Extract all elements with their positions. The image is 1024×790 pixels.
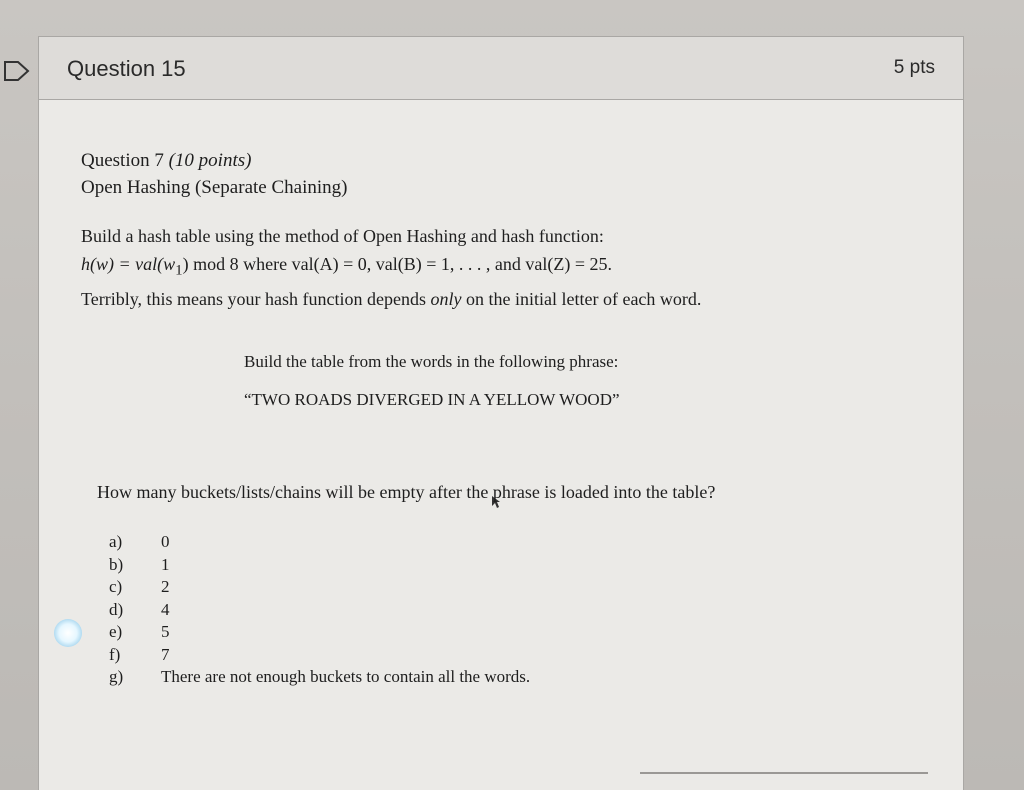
description-line-2: [81, 254, 612, 279]
option-letter: g): [109, 667, 124, 687]
phrase-block: [244, 343, 620, 419]
option-text: 2: [161, 577, 170, 597]
description-line-3-end: on the initial letter of each word.: [461, 288, 702, 309]
phrase-intro: Build the table from the words in the following phrase:: [244, 352, 619, 371]
option-letter: c): [109, 577, 123, 597]
hash-function-subscript: 1: [175, 262, 183, 279]
collapse-arrow-icon[interactable]: [2, 58, 32, 84]
question-card: [38, 36, 964, 790]
question-subtitle: [81, 147, 347, 201]
option-letter: f): [109, 644, 121, 664]
question-title: Question 15: [67, 56, 186, 81]
option-letter: e): [109, 622, 123, 642]
bottom-divider: [640, 772, 928, 774]
subtitle-topic: Open Hashing (Separate Chaining): [81, 177, 348, 198]
option-letter: a): [109, 532, 123, 552]
option-e[interactable]: [109, 621, 530, 644]
option-letter: b): [109, 554, 124, 574]
subtitle-points: (10 points): [168, 150, 252, 171]
option-a[interactable]: [109, 531, 530, 554]
hash-function-lhs: h(w) = val(w: [81, 254, 176, 274]
hash-function-rhs: ) mod 8 where val(A) = 0, val(B) = 1, . . . , and val(Z) = 25.: [182, 254, 612, 274]
option-text: 5: [161, 622, 170, 642]
option-text: 0: [161, 532, 170, 552]
answer-options: [109, 531, 530, 689]
question-prompt: How many buckets/lists/chains will be empty after the phrase is loaded into the table?: [97, 482, 716, 502]
option-text: 7: [161, 644, 170, 664]
option-d[interactable]: [109, 599, 530, 622]
question-points: 5 pts: [893, 57, 935, 78]
option-text: 1: [161, 554, 170, 574]
emphasis-only: only: [430, 288, 462, 309]
option-f[interactable]: [109, 644, 530, 667]
subtitle-question: Question 7: [81, 150, 164, 171]
option-g[interactable]: [109, 666, 530, 689]
question-header: [39, 37, 963, 100]
description-line-3: [81, 289, 701, 309]
description-line-3-start: Terribly, this means your hash function depends: [81, 288, 431, 309]
description-line-1: Build a hash table using the method of Open Hashing and hash function:: [81, 226, 604, 246]
option-text: 4: [161, 599, 170, 619]
option-c[interactable]: [109, 576, 530, 599]
phrase-text: “TWO ROADS DIVERGED IN A YELLOW WOOD”: [244, 390, 620, 409]
selected-radio-indicator[interactable]: [54, 619, 82, 647]
option-text: There are not enough buckets to contain all the words.: [161, 667, 531, 687]
option-b[interactable]: [109, 554, 530, 577]
question-description: [81, 222, 701, 313]
option-letter: d): [109, 599, 124, 619]
